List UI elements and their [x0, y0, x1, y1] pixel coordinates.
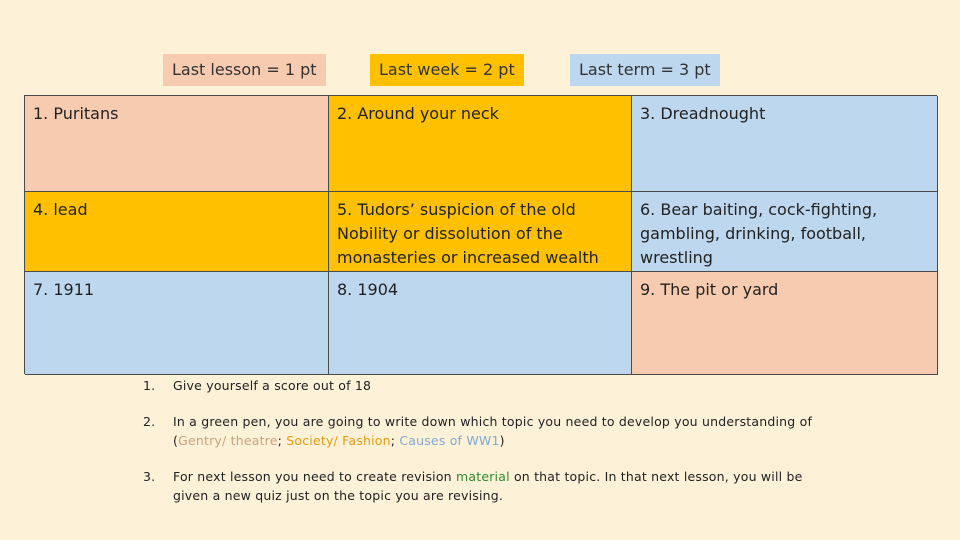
key-last-lesson: Last lesson = 1 pt [163, 54, 326, 86]
topic-gentry-theatre: Gentry/ theatre [178, 433, 278, 448]
instruction-number: 3. [143, 469, 156, 484]
instruction-item [143, 467, 823, 505]
instruction-text [173, 412, 823, 450]
topic-separator: ; [277, 433, 287, 448]
answer-cell-6: 6. Bear baiting, cock-fighting, gambling, drinking, football, wrestling [632, 192, 938, 272]
key-last-week: Last week = 2 pt [370, 54, 524, 86]
topic-separator: ; [390, 433, 400, 448]
instruction-text-part: In a green pen, you are going to write down which topic you need to develop you understanding of ( [173, 414, 813, 448]
answer-cell-1: 1. Puritans [25, 96, 329, 192]
answer-cell-9: 9. The pit or yard [632, 272, 938, 375]
instruction-item [143, 412, 823, 450]
answer-cell-5: 5. Tudors’ suspicion of the old Nobility or dissolution of the monasteries or increased wealth [329, 192, 632, 272]
key-last-term: Last term = 3 pt [570, 54, 720, 86]
answer-cell-7: 7. 1911 [25, 272, 329, 375]
instruction-text-part: For next lesson you need to create revision [173, 469, 456, 484]
instruction-number: 1. [143, 378, 156, 393]
instruction-text-part: ) [499, 433, 505, 448]
answer-cell-8: 8. 1904 [329, 272, 632, 375]
topic-society-fashion: Society/ Fashion [286, 433, 391, 448]
answer-grid [24, 95, 937, 374]
instruction-number: 2. [143, 414, 156, 429]
instruction-item [143, 376, 823, 395]
answer-cell-3: 3. Dreadnought [632, 96, 938, 192]
instruction-text: Give yourself a score out of 18 [173, 378, 372, 393]
answer-cell-4: 4. lead [25, 192, 329, 272]
highlight-material: material [455, 469, 510, 484]
answer-cell-2: 2. Around your neck [329, 96, 632, 192]
instruction-text [173, 467, 823, 505]
instruction-text-part: on that topic. In that next lesson, you will be given a new quiz just on the topic you are revising. [173, 469, 803, 503]
topic-causes-ww1: Causes of WW1 [399, 433, 500, 448]
instructions-list [143, 376, 823, 505]
